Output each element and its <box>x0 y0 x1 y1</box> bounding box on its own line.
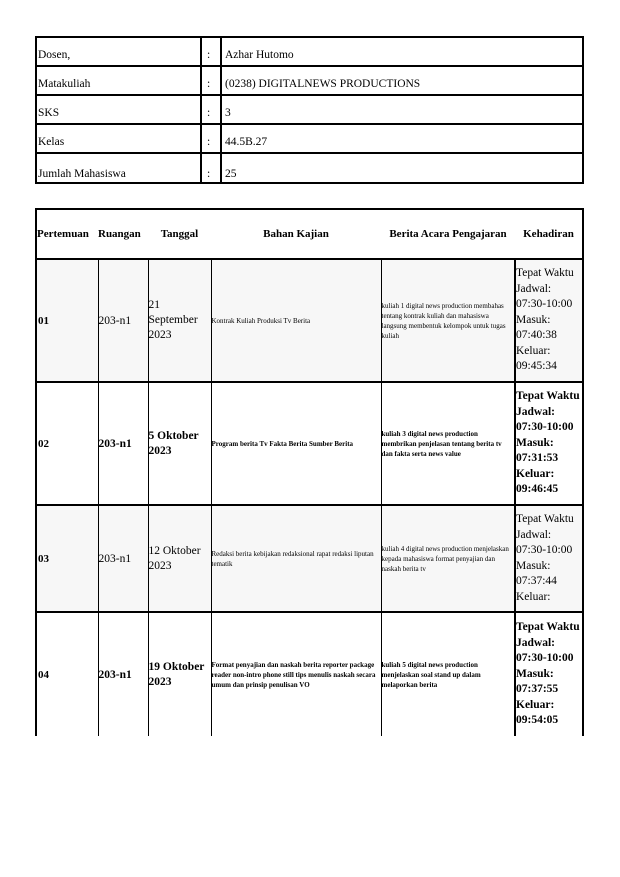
info-value: (0238) DIGITALNEWS PRODUCTIONS <box>225 78 421 90</box>
table-header-row <box>37 210 582 259</box>
info-label: Jumlah Mahasiswa <box>38 168 126 180</box>
info-value: 44.5B.27 <box>225 136 268 148</box>
room: 203-n1 <box>98 382 148 505</box>
meeting-number: 04 <box>38 668 49 681</box>
attendance-status: Tepat Waktu <box>516 390 580 403</box>
check-out-label: Keluar: <box>516 590 551 603</box>
info-colon: : <box>207 136 211 148</box>
schedule-time: 07:30-10:00 <box>516 652 574 665</box>
header-pertemuan: Pertemuan <box>37 210 98 259</box>
check-in-time: 07:37:44 <box>516 575 557 587</box>
schedule-label: Jadwal: <box>516 636 555 649</box>
header-bahan-kajian: Bahan Kajian <box>211 210 381 259</box>
table-row <box>37 612 582 736</box>
room: 203-n1 <box>98 505 148 612</box>
check-in-label: Masuk: <box>516 313 551 326</box>
check-out-time: 09:46:45 <box>516 483 559 496</box>
header-berita-acara: Berita Acara Pengajaran <box>381 210 515 259</box>
table-row <box>37 259 582 382</box>
teaching-report: kuliah 5 digital news production menjelaskan soal stand up dalam melaporkan berita <box>381 612 515 736</box>
course-info-table <box>35 36 584 184</box>
info-colon: : <box>207 78 211 90</box>
attendance-status: Tepat Waktu <box>516 621 580 634</box>
schedule-time: 07:30-10:00 <box>516 298 573 311</box>
check-in-time: 07:31:53 <box>516 452 559 465</box>
check-in-label: Masuk: <box>516 436 554 449</box>
schedule-label: Jadwal: <box>516 282 552 295</box>
room: 203-n1 <box>98 612 148 736</box>
info-row-sks <box>37 96 582 125</box>
check-out-label: Keluar: <box>516 344 551 357</box>
date: 12 Oktober 2023 <box>148 505 211 612</box>
meeting-number: 01 <box>37 259 98 382</box>
info-label: Kelas <box>38 136 65 148</box>
check-in-label: Masuk: <box>516 559 551 572</box>
attendance <box>515 505 582 612</box>
schedule-label: Jadwal: <box>516 405 555 418</box>
teaching-report: kuliah 1 digital news production membahas tentang kontrak kuliah dan mahasiswa langsung membentuk kelompok untuk tugas kuliah <box>381 259 515 382</box>
info-row-dosen <box>37 38 582 67</box>
study-material: Redaksi berita kebijakan redaksional rapat redaksi liputan tematik <box>211 505 381 612</box>
header-kehadiran: Kehadiran <box>515 210 582 259</box>
attendance-schedule-table <box>35 208 584 736</box>
attendance-status: Tepat Waktu <box>516 267 574 280</box>
schedule-time: 07:30-10:00 <box>516 544 573 556</box>
info-label: Matakuliah <box>38 78 91 90</box>
teaching-report: kuliah 3 digital news production membrikan penjelasan tentang berita tv dan fakta serta news value <box>381 382 515 505</box>
info-row-kelas <box>37 125 582 154</box>
schedule-label: Jadwal: <box>516 528 552 541</box>
info-colon: : <box>207 107 211 119</box>
meeting-number: 03 <box>37 505 98 612</box>
room: 203-n1 <box>98 259 148 382</box>
attendance <box>515 382 582 505</box>
schedule-time: 07:30-10:00 <box>516 421 574 434</box>
check-out-time: 09:45:34 <box>516 360 557 373</box>
info-row-jumlah-mahasiswa <box>37 154 582 184</box>
teaching-report: kuliah 4 digital news production menjelaskan kepada mahasiswa format penyajian dan naskah berita tv <box>381 505 515 612</box>
study-material: Format penyajian dan naskah berita reporter package reader non-intro phone still tips menulis naskah secara umum dan prinsip penulisan VO <box>211 612 381 736</box>
check-in-label: Masuk: <box>516 667 554 680</box>
info-label: SKS <box>38 107 60 119</box>
header-ruangan: Ruangan <box>98 210 148 259</box>
date: 5 Oktober 2023 <box>148 382 211 505</box>
info-label: Dosen, <box>38 49 71 61</box>
check-out-label: Keluar: <box>516 467 555 480</box>
check-in-time: 07:40:38 <box>516 329 557 342</box>
meeting-number: 02 <box>37 382 98 505</box>
info-colon: : <box>207 168 211 180</box>
date: 21 September 2023 <box>148 259 211 382</box>
check-in-time: 07:37:55 <box>516 683 559 696</box>
table-row <box>37 382 582 505</box>
info-value: Azhar Hutomo <box>225 49 294 61</box>
info-value: 3 <box>225 107 231 119</box>
study-material: Program berita Tv Fakta Berita Sumber Berita <box>211 382 381 505</box>
info-value: 25 <box>225 168 237 180</box>
info-row-matakuliah <box>37 67 582 96</box>
attendance-status: Tepat Waktu <box>516 513 574 525</box>
check-out-time: 09:54:05 <box>516 714 559 727</box>
header-tanggal: Tanggal <box>148 210 211 259</box>
attendance <box>515 259 582 382</box>
attendance <box>515 612 582 736</box>
check-out-label: Keluar: <box>516 698 555 711</box>
date: 19 Oktober 2023 <box>148 612 211 736</box>
table-row <box>37 505 582 612</box>
info-colon: : <box>207 49 211 61</box>
study-material: Kontrak Kuliah Produksi Tv Berita <box>211 259 381 382</box>
